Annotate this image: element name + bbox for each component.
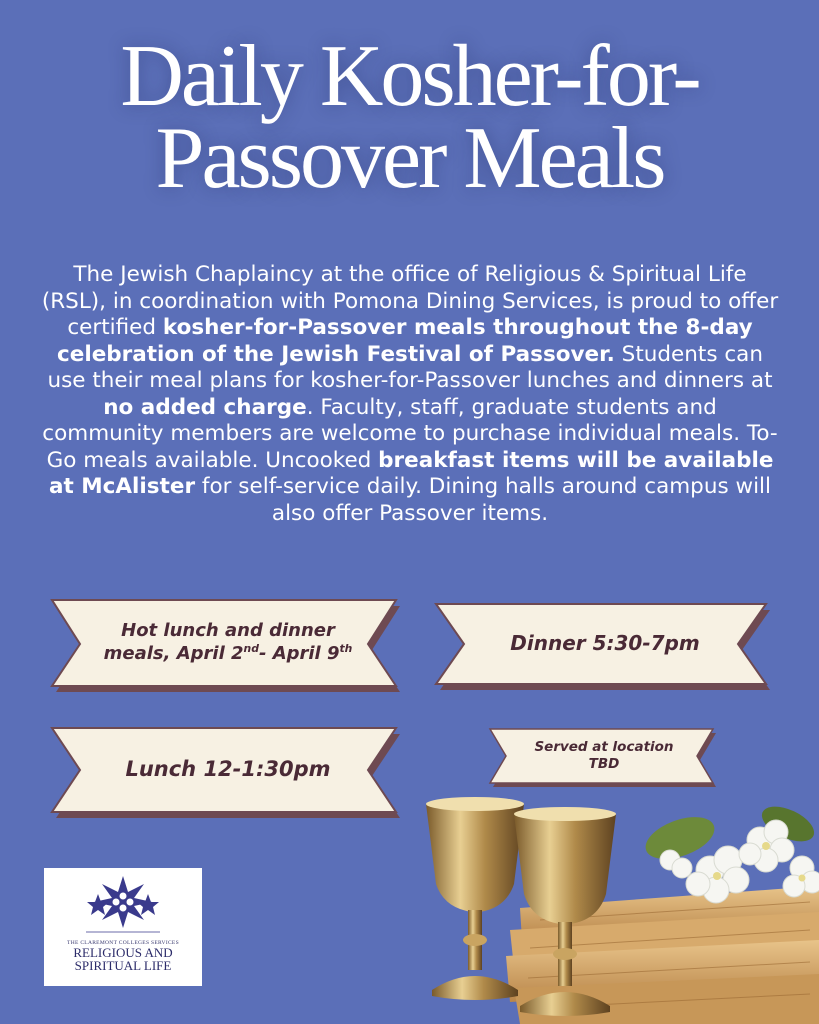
intro-bold-1: kosher-for-Passover meals throughout the 8-day celebration of the Jewish Festival of Passover. <box>57 315 753 367</box>
banner-location <box>488 727 720 789</box>
banner-hot-line-2: meals, April 2nd- April 9th <box>103 642 353 664</box>
logo-line-2: SPIRITUAL LIFE <box>74 958 172 973</box>
intro-text-3: . Faculty, staff, graduate students and community members are welcome to purchase individual meals. To-Go meals available. Uncooked <box>42 394 778 473</box>
logo-line-1: RELIGIOUS AND <box>73 945 173 960</box>
poster-title <box>0 28 819 207</box>
flowers-icon <box>640 799 819 903</box>
rsl-logo <box>44 868 202 986</box>
intro-text-2: Students can use their meal plans for kosher-for-Passover lunches and dinners at <box>47 341 773 393</box>
intro-paragraph <box>40 262 780 527</box>
banner-dinner-text: Dinner 5:30-7pm <box>510 631 700 655</box>
banner-lunch <box>50 726 406 820</box>
banner-dinner <box>434 602 776 692</box>
logo-subtitle: THE CLAREMONT COLLEGES SERVICES <box>67 940 179 946</box>
banner-location-line-1: Served at location <box>534 739 674 755</box>
title-line-1: Daily Kosher-for- <box>120 28 699 125</box>
intro-text-4: for self-service daily. Dining halls around campus will also offer Passover items. <box>195 474 771 526</box>
banner-hot-meals <box>50 598 406 694</box>
rsl-star-emblem-icon <box>78 874 168 938</box>
title-line-2: Passover Meals <box>155 110 664 207</box>
banner-location-line-2: TBD <box>588 756 620 772</box>
intro-text-1: The Jewish Chaplaincy at the office of Religious & Spiritual Life (RSL), in coordination with Pomona Dining Services, is proud to offer certified <box>41 262 779 340</box>
passover-photo <box>410 790 819 1024</box>
intro-bold-3: breakfast items will be available at McAlister <box>49 447 774 499</box>
banner-lunch-text: Lunch 12-1:30pm <box>125 757 331 781</box>
banner-hot-line-1: Hot lunch and dinner <box>121 620 335 641</box>
intro-bold-2: no added charge <box>103 394 307 420</box>
